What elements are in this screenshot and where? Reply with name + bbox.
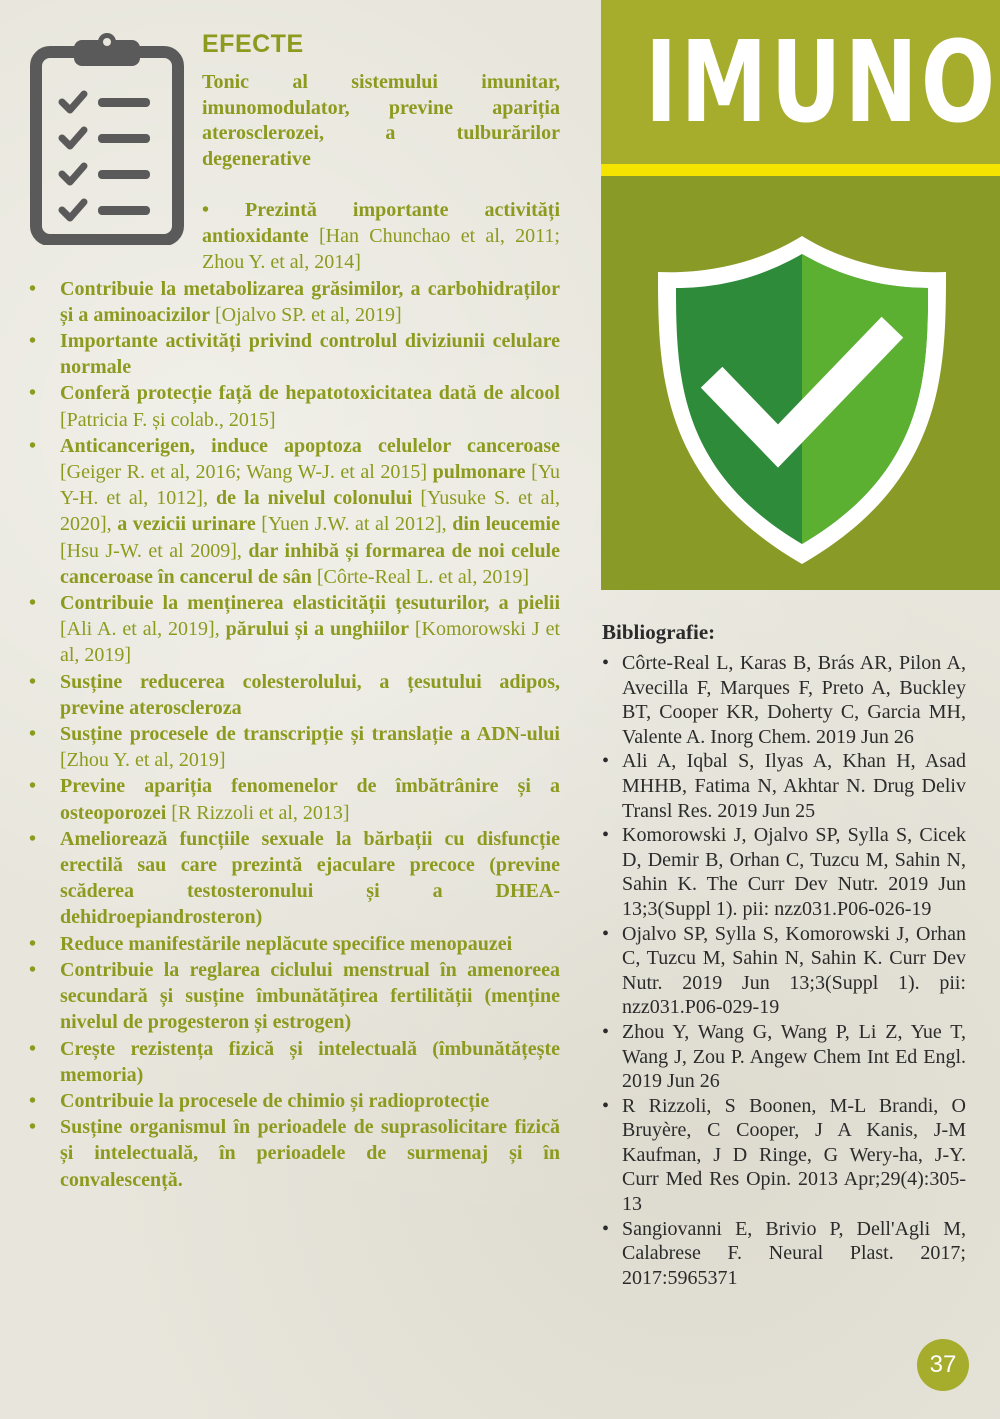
- bibliography-item: • Côrte-Real L, Karas B, Brás AR, Pilon A, Avecilla F, Marques F, Preto A, Buckley BT, Cooper KR, Doherty C, Garcia MH, Valente A. Inorg Chem. 2019 Jun 26: [622, 651, 966, 749]
- effect-reference: [Yusuke S. et al, 2020],: [60, 487, 561, 536]
- bibliography-title: Bibliografie:: [602, 620, 716, 644]
- list-item: [60, 957, 560, 1036]
- effect-reference: [Komorowski J et al, 2019]: [60, 618, 561, 667]
- effect-text: Prezintă importante activități antioxidante: [202, 199, 560, 248]
- effect-text: Susține reducerea colesterolului, a țesutului adipos, previne ateroscleroza: [60, 670, 560, 719]
- effect-text: Reduce manifestările neplăcute specifice menopauzei: [60, 932, 513, 955]
- effects-title: EFECTE: [202, 30, 304, 58]
- list-item: [60, 197, 560, 276]
- effect-text: din leucemie: [452, 513, 560, 536]
- effect-reference: [Zhou Y. et al, 2019]: [60, 749, 226, 772]
- effect-text: Importante activități privind controlul diviziunii celulare normale: [60, 330, 560, 379]
- list-item: [60, 1114, 560, 1193]
- effect-text: Previne apariția fenomenelor de îmbătrânire și a osteoporozei: [60, 775, 560, 824]
- effect-reference: [R Rizzoli et al, 2013]: [171, 801, 350, 824]
- effect-text: Susține organismul în perioadele de suprasolicitare fizică și intelectuală, în perioadele de surmenaj și în convalescență.: [60, 1116, 560, 1191]
- effect-reference: [Ojalvo SP. et al, 2019]: [214, 303, 402, 326]
- effect-reference: [Patricia F. și colab., 2015]: [60, 408, 276, 431]
- list-item: [60, 721, 560, 773]
- effect-text: părului și a unghiilor: [225, 618, 409, 641]
- accent-stripe: [601, 164, 1000, 176]
- effect-text: Contribuie la reglarea ciclului menstrual în amenoreea secundară și susține îmbunătățirea fertilității (menține nivelul de progesteron și estrogen): [60, 958, 560, 1034]
- list-item: [60, 1088, 560, 1114]
- effect-reference: [Yuen J.W. at al 2012],: [261, 513, 447, 536]
- list-item: [60, 276, 560, 328]
- bibliography-list: [622, 651, 966, 1290]
- bibliography-item: • Sangiovanni E, Brivio P, Dell'Agli M, Calabrese F. Neural Plast. 2017; 2017:5965371: [622, 1217, 966, 1291]
- list-item: [60, 433, 560, 590]
- effect-text: Contribuie la menținerea elasticității țesuturilor, a pielii: [60, 592, 560, 615]
- effect-text: Crește rezistența fizică și intelectuală (îmbunătățește memoria): [60, 1037, 560, 1086]
- bibliography-item: • R Rizzoli, S Boonen, M-L Brandi, O Bruyère, C Cooper, J A Kanis, J-M Kaufman, J D Ringe, G Wery-ha, J-Y. Curr Med Res Opin. 2013 Apr;29(4):305-13: [622, 1094, 966, 1217]
- effect-text: Susține procesele de transcripție și translație a ADN-ului: [60, 723, 560, 746]
- effect-text: de la nivelul colonului: [215, 487, 413, 510]
- effects-intro: Tonic al sistemului imunitar, imunomodulator, previne apariția aterosclerozei, a tulburărilor degenerative: [202, 71, 560, 170]
- effects-list: [60, 276, 560, 1193]
- effects-list-container: [60, 197, 560, 1193]
- page-number: 37: [917, 1339, 969, 1391]
- bibliography-item: • Komorowski J, Ojalvo SP, Sylla S, Cicek D, Demir B, Orhan C, Tuzcu M, Sahin N, Sahin K. The Curr Dev Nutr. 2019 Jun 13;3(Suppl 1). pii: nzz031.P06-026-19: [622, 823, 966, 921]
- effect-text: Contribuie la procesele de chimio și radioprotecție: [60, 1089, 490, 1112]
- panel-title: IMUNO: [644, 18, 999, 148]
- effect-reference: [Côrte-Real L. et al, 2019]: [316, 565, 529, 588]
- effect-text: a vezicii urinare: [117, 513, 256, 536]
- list-item: [60, 826, 560, 931]
- effect-reference: [Geiger R. et al, 2016; Wang W-J. et al 2015]: [60, 461, 428, 484]
- effect-reference: [Ali A. et al, 2019],: [60, 618, 220, 641]
- effect-reference: [Han Chunchao et al, 2011; Zhou Y. et al, 2014]: [202, 225, 560, 274]
- effect-reference: [Yu Y-H. et al, 1012],: [60, 461, 561, 510]
- effect-text: Anticancerigen, induce apoptoza celulelor canceroase: [60, 434, 560, 457]
- list-item: [60, 380, 560, 432]
- list-item: [60, 328, 560, 380]
- list-item: [60, 1036, 560, 1088]
- bibliography-item: • Ojalvo SP, Sylla S, Komorowski J, Orhan C, Tuzcu M, Sahin N, Sahin K. Curr Dev Nutr. 2019 Jun 13;3(Suppl 1). pii: nzz031.P06-029-19: [622, 922, 966, 1020]
- effect-reference: [Hsu J-W. et al 2009],: [60, 539, 242, 562]
- effect-text: Contribuie la metabolizarea grăsimilor, a carbohidraților și a aminoacizilor: [60, 277, 560, 326]
- effect-text: Ameliorează funcțiile sexuale la bărbații cu disfuncție erectilă sau care prezintă ejaculare precoce (previne scăderea testosteronului și a DHEA-dehidroepiandrosteron): [60, 827, 560, 929]
- list-item: [60, 669, 560, 721]
- list-item: [60, 773, 560, 825]
- list-item: [60, 931, 560, 957]
- bibliography-item: • Zhou Y, Wang G, Wang P, Li Z, Yue T, Wang J, Zou P. Angew Chem Int Ed Engl. 2019 Jun 26: [622, 1020, 966, 1094]
- bullet: •: [202, 199, 210, 221]
- effect-text: Conferă protecție față de hepatotoxicitatea dată de alcool: [60, 382, 560, 405]
- shield-check-icon: [650, 232, 954, 568]
- bibliography-item: • Ali A, Iqbal S, Ilyas A, Khan H, Asad MHHB, Fatima N, Akhtar N. Drug Deliv Transl Res. 2019 Jun 25: [622, 749, 966, 823]
- effect-text: dar inhibă și formarea de noi celule canceroase în cancerul de sân: [60, 539, 560, 588]
- effect-text: pulmonare: [432, 461, 526, 484]
- list-item: [60, 590, 560, 669]
